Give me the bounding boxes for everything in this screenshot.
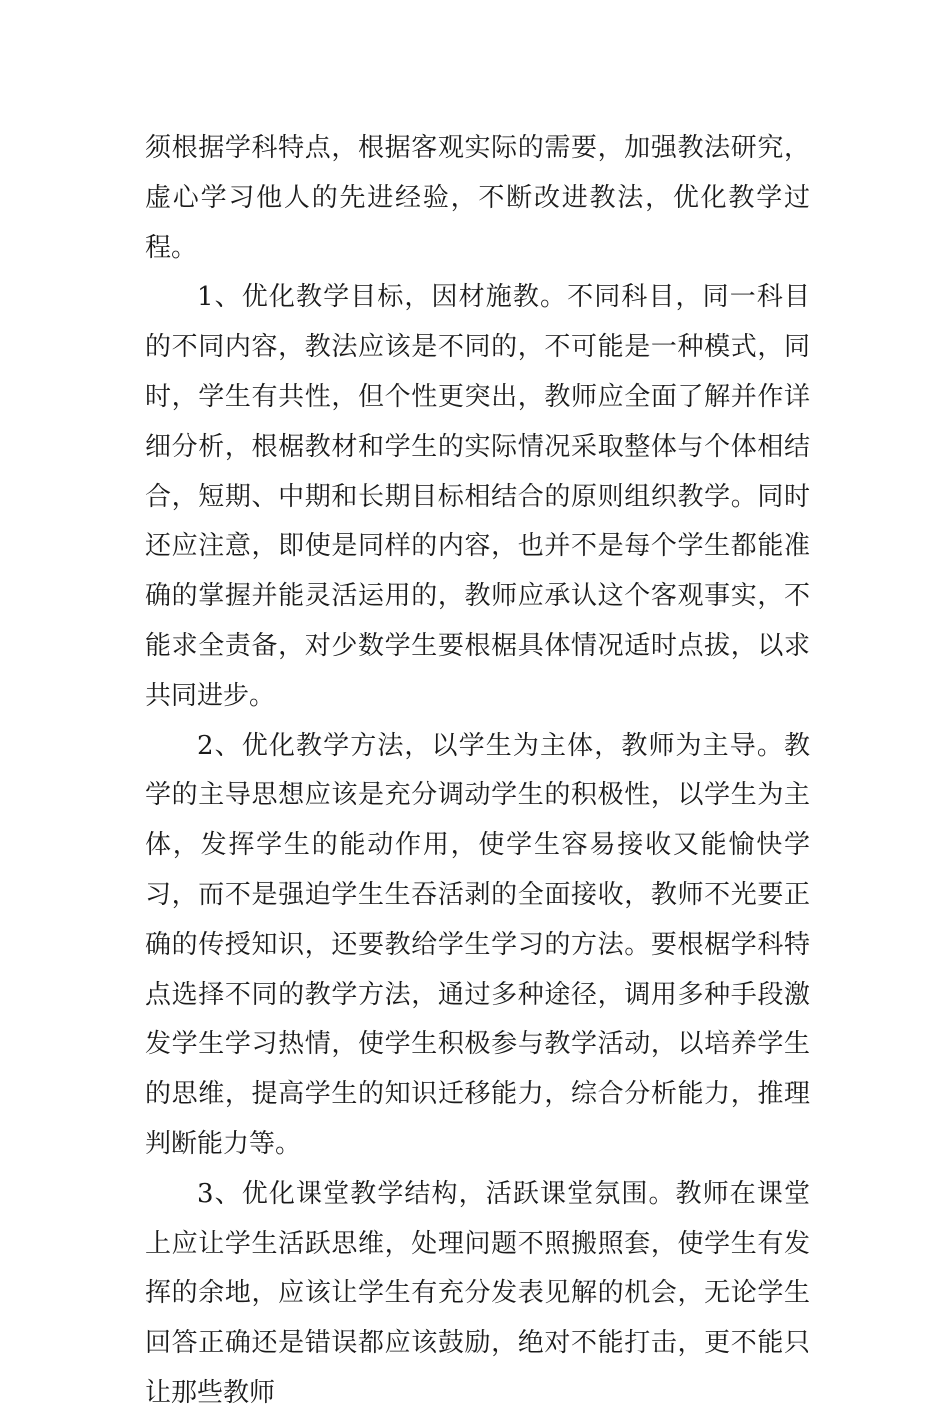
body-text bbox=[145, 124, 810, 1419]
paragraph-optimize-goals: 1、优化教学目标，因材施教。不同科目，同一科目的不同内容，教法应该是不同的，不可能是一种模式，同时，学生有共性，但个性更突出，教师应全面了解并作详细分析，根椐教材和学生的实际情况采取整体与个体相结合，短期、中期和长期目标相结合的原则组织教学。同时还应注意，即使是同样的内容，也并不是每个学生都能准确的掌握并能灵活运用的，教师应承认这个客观事实，不能求全责备，对少数学生要根椐具体情况适时点拔，以求共同进步。 bbox=[145, 282, 810, 711]
paragraph-optimize-methods: 2、优化教学方法，以学生为主体，教师为主导。教学的主导思想应该是充分调动学生的积极性，以学生为主体，发挥学生的能动作用，使学生容易接收又能愉快学习，而不是强迫学生生吞活剥的全面接收，教师不光要正确的传授知识，还要教给学生学习的方法。要根椐学科特点选择不同的教学方法，通过多种途径，调用多种手段激发学生学习热情，使学生积极参与教学活动，以培养学生的思维，提高学生的知识迁移能力，综合分析能力，推理判断能力等。 bbox=[145, 730, 810, 1159]
paragraph-optimize-structure: 3、优化课堂教学结构，活跃课堂氛围。教师在课堂上应让学生活跃思维，处理问题不照搬照套，使学生有发挥的余地，应该让学生有充分发表见解的机会，无论学生回答正确还是错误都应该鼓励，绝对不能打击，更不能只让那些教师 bbox=[145, 1178, 810, 1408]
paragraph-continuation: 须根据学科特点，根据客观实际的需要，加强教法研究，虚心学习他人的先进经验，不断改进教法，优化教学过程。 bbox=[145, 133, 810, 263]
